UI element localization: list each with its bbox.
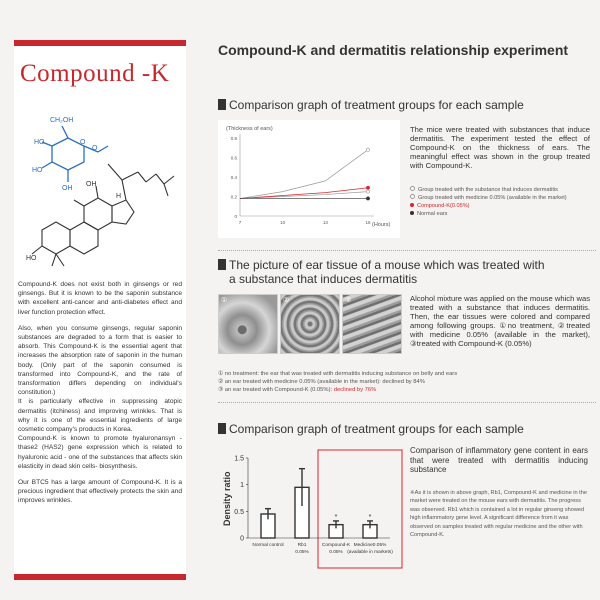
thickness-line-chart bbox=[218, 120, 400, 238]
section2-notes bbox=[218, 370, 457, 394]
bar-category-label: Compound-K bbox=[321, 543, 351, 548]
note-highlight: declined by 76% bbox=[333, 387, 377, 393]
intro-panel bbox=[14, 40, 186, 580]
legend-marker-icon bbox=[410, 186, 415, 191]
intro-paragraph: Compound-K is known to promote hyaluronansyn -thase2 (HAS2) gene expression which is related to hyaluronic acid - one of the substances that affects skin elasticity in dead skin cells- biosynthesis. bbox=[18, 435, 182, 470]
legend-marker-icon bbox=[410, 211, 414, 215]
tissue-photo-1 bbox=[218, 294, 278, 354]
section3-notes: ※As it is shown in above graph, Rb1, Compound-K and medicine in the market were treated on the mouse ears with dermatitis. The progress was observed. Rb1 which is contained a lot in regular ginseng showed high inflammatory gene level. A significant difference from it was observed on samples treated with regular medicine and the other with Compound-K. bbox=[410, 490, 587, 539]
svg-text:OH: OH bbox=[86, 181, 97, 188]
bar-category-label: Medicine0.05% bbox=[353, 543, 387, 548]
section2-title bbox=[218, 258, 545, 286]
series-end-point bbox=[366, 190, 369, 193]
bar-chart-ylabel: Density ratio bbox=[222, 471, 232, 526]
y-tick-label: 0.2 bbox=[230, 194, 237, 200]
legend-label: Normal ears bbox=[417, 211, 448, 217]
series-end-point bbox=[366, 148, 369, 151]
series-line bbox=[240, 150, 368, 199]
section-bullet-icon bbox=[218, 259, 226, 270]
legend-item bbox=[410, 202, 567, 210]
section3-subtitle: Comparison of inflammatory gene content in ears that were treated with dermatitis inducing substance bbox=[410, 446, 588, 475]
brand-title: Compound -K bbox=[20, 60, 170, 87]
legend-item bbox=[410, 186, 567, 194]
svg-text:OH: OH bbox=[62, 185, 73, 192]
density-bar-chart bbox=[218, 448, 404, 570]
x-tick-label: 10 bbox=[280, 220, 286, 225]
line-chart-ylabel: (Thickness of ears) bbox=[226, 126, 273, 132]
divider bbox=[218, 402, 596, 403]
ch2oh-label: CH₂OH bbox=[50, 117, 74, 124]
line-chart-legend bbox=[410, 186, 567, 218]
y-tick-label: 1 bbox=[240, 482, 244, 490]
section3-title bbox=[218, 422, 524, 436]
bar-category-label: Normal control bbox=[252, 543, 284, 548]
section1-title-text: Comparison graph of treatment groups for each sample bbox=[229, 98, 524, 112]
y-tick-label: 1.5 bbox=[234, 455, 244, 463]
note-line: ② an ear treated with medicine 0.05% (available in the market): declined by 84% bbox=[218, 379, 425, 385]
x-tick-label: 7 bbox=[238, 220, 242, 225]
svg-text:O: O bbox=[80, 139, 86, 146]
photo-number: ① bbox=[221, 297, 228, 304]
compound-k-molecule-diagram bbox=[22, 102, 178, 277]
photo-number: ③ bbox=[345, 297, 352, 304]
legend-marker-icon bbox=[410, 203, 414, 207]
y-tick-label: 0.4 bbox=[230, 175, 237, 180]
intro-paragraph: Our BTC5 has a large amount of Compound-K. It is a precious ingredient that effectively protects the skin and improves wrinkles. bbox=[18, 479, 182, 505]
section3-title-text: Comparison graph of treatment groups for each sample bbox=[229, 422, 524, 436]
y-tick-label: 0.6 bbox=[230, 155, 237, 161]
legend-item bbox=[410, 194, 567, 202]
legend-item bbox=[410, 210, 567, 218]
line-chart-xlabel: (Hours) bbox=[372, 222, 391, 228]
intro-paragraph: Compound-K does not exist both in ginsengs or red ginsengs. But it is known to be the saponin substance with excellent anti-cancer and anti-diabetes effect and liver function protection effect. bbox=[18, 281, 182, 316]
section2-title-line2: a substance that induces dermatitis bbox=[229, 272, 418, 286]
section1-title bbox=[218, 98, 524, 112]
svg-text:H: H bbox=[116, 193, 122, 200]
note-line: ① no treatment: the ear that was treated with dermatitis inducing substance on belly and ears bbox=[218, 371, 458, 377]
bar-category-label: (available in markets) bbox=[347, 550, 393, 555]
bar-category-label: 0.05% bbox=[295, 550, 309, 555]
svg-text:HO: HO bbox=[32, 167, 43, 174]
series-end-point bbox=[366, 197, 369, 200]
legend-label: Group treated with medicine 0.05% (available in the market) bbox=[418, 195, 567, 201]
section1-description: The mice were treated with substances that induce dermatitis. The experiment tested the effect of Compound-K on the thickness of ears. The meaningful effect was shown in the group treated with Compound-K. bbox=[410, 125, 590, 170]
y-tick-label: 0 bbox=[240, 535, 244, 543]
top-red-bar bbox=[14, 40, 186, 46]
section2-title-line1: The picture of ear tissue of a mouse which was treated with bbox=[229, 258, 545, 272]
tissue-photo-2 bbox=[280, 294, 340, 354]
intro-paragraph: Also, when you consume ginsengs, regular saponin substances are degraded to a form that is easier to absorb. This Compound-K is the essential agent that increases the absorption rate of saponin in the human body. (Only part of the saponin consumed is transformed into Compound-K, and the rate of transformation differs depending on individual's constitution.) bbox=[18, 324, 182, 397]
bar-category-label: Rb1 bbox=[297, 543, 307, 548]
x-tick-label: 13 bbox=[322, 220, 328, 225]
svg-text:HO: HO bbox=[34, 139, 45, 146]
x-tick-label: 16 bbox=[365, 220, 371, 225]
y-tick-label: 0 bbox=[234, 214, 237, 219]
section2-description: Alcohol mixture was applied on the mouse which was treated with a substance that induces dermatitis. Then, the ear tissues were colored and compared among following groups. ①no treatment, ②treated with medicine 0.05% (available in the market), ③treated with Compound-K (0.05%) bbox=[410, 294, 590, 348]
svg-text:HO: HO bbox=[26, 255, 37, 262]
legend-label: Compound-K(0.05%) bbox=[417, 203, 470, 209]
note-line bbox=[218, 386, 457, 394]
significance-star: * bbox=[368, 513, 372, 521]
svg-text:O: O bbox=[92, 145, 98, 152]
significance-star: * bbox=[334, 513, 338, 521]
intro-paragraph: It is particularly effective in suppressing atopic dermatitis (itchiness) and improving wrinkles. That is why it is one of the essential ingredients of large cosmetic company's products in Korea. bbox=[18, 398, 182, 434]
legend-label: Group treated with the substance that induces dermatitis bbox=[418, 187, 558, 193]
page-title: Compound-K and dermatitis relationship experiment bbox=[218, 42, 569, 58]
legend-marker-icon bbox=[410, 194, 415, 199]
divider bbox=[218, 250, 596, 251]
section-bullet-icon bbox=[218, 423, 226, 434]
note-line-text: ③ an ear treated with Compound-K (0.05%): bbox=[218, 387, 334, 393]
bar-category-label: 0.05% bbox=[329, 550, 343, 555]
y-tick-label: 0.8 bbox=[230, 136, 237, 141]
bottom-red-bar bbox=[14, 574, 186, 580]
intro-text bbox=[18, 280, 182, 513]
series-end-point bbox=[366, 186, 369, 189]
y-tick-label: 0.5 bbox=[234, 508, 244, 516]
section-bullet-icon bbox=[218, 99, 226, 110]
photo-number: ② bbox=[283, 297, 290, 304]
tissue-photo-3 bbox=[342, 294, 402, 354]
